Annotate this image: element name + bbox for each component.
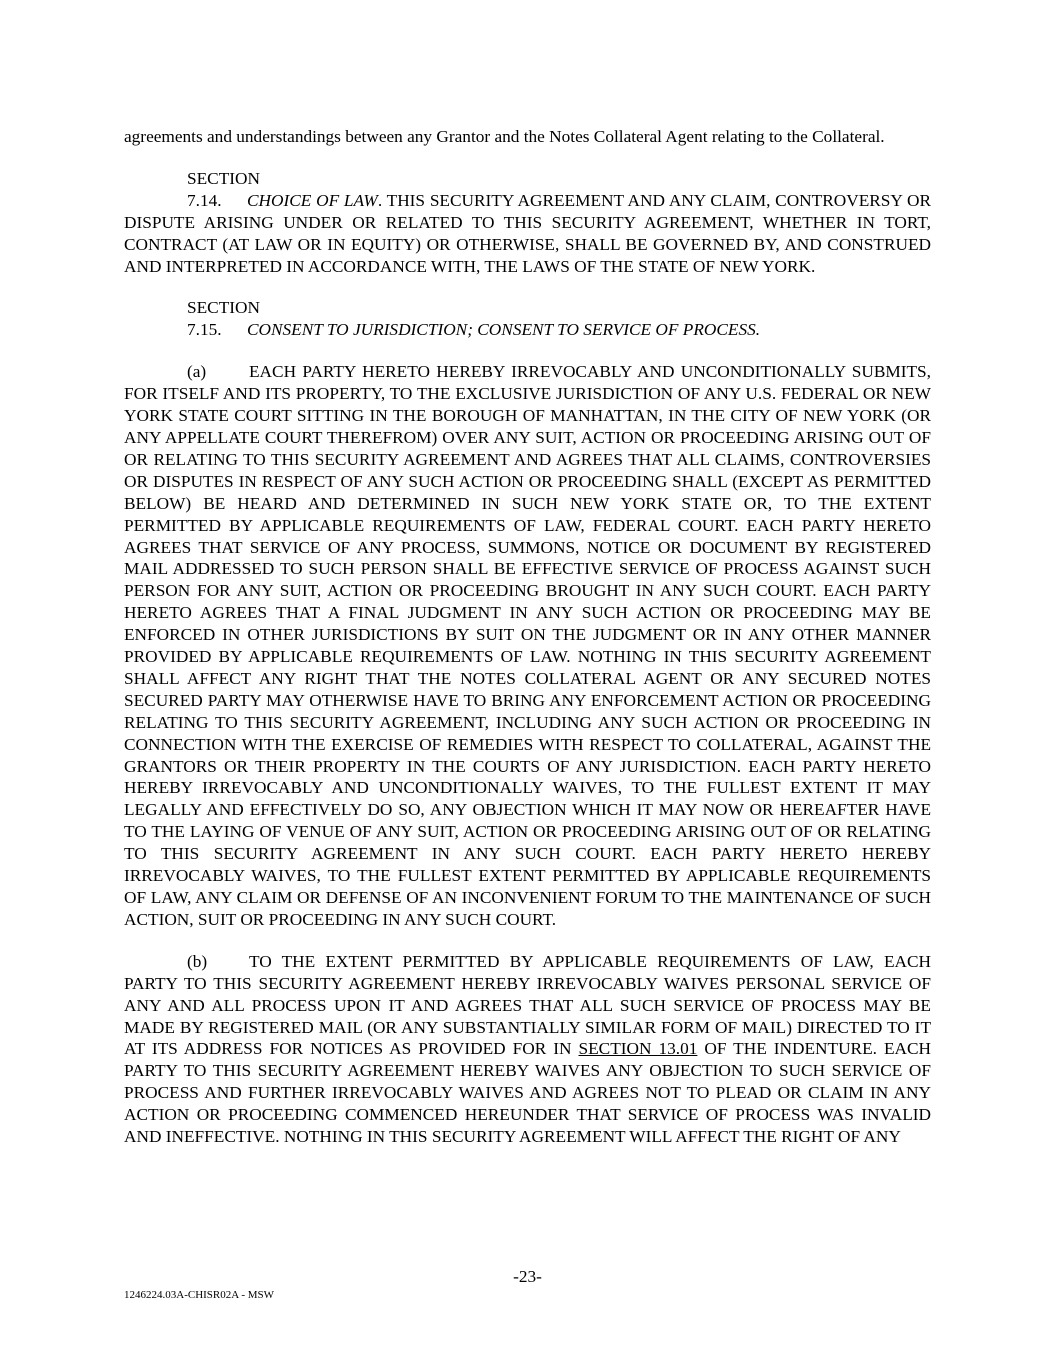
section-7-14-title: CHOICE OF LAW [247,190,378,210]
clause-b-body-end: OF THE INDENTURE. EACH PARTY TO THIS SECURITY AGREEMENT HEREBY WAIVES ANY OBJECTION TO SUCH SERVICE OF PROCESS AND FURTHER IRREVOCABLY WAIVES AND AGREES NOT TO PLEAD OR CLAIM IN ANY ACTION OR PROCEEDING COMMENCED HEREUNDER THAT SERVICE OF PROCESS WAS INVALID AND INEFFECTIVE. NOTHING IN THIS SECURITY AGREEMENT WILL AFFECT THE RIGHT OF ANY [124,1039,932,1147]
clause-a-body: EACH PARTY HERETO HEREBY IRREVOCABLY AND UNCONDITIONALLY SUBMITS, FOR ITSELF AND ITS PROPERTY, TO THE EXCLUSIVE JURISDICTION OF ANY U.S. FEDERAL OR NEW YORK STATE COURT SITTING IN THE BOROUGH OF MANHATTAN, IN THE CITY OF NEW YORK (OR ANY APPELLATE COURT THEREFROM) OVER ANY SUIT, ACTION OR PROCEEDING ARISING OUT OF OR RELATING TO THIS SECURITY AGREEMENT AND AGREES THAT ALL CLAIMS, CONTROVERSIES OR DISPUTES IN RESPECT OF ANY SUCH ACTION OR PROCEEDING SHALL (EXCEPT AS PERMITTED BELOW) BE HEARD AND DETERMINED IN SUCH NEW YORK STATE OR, TO THE EXTENT PERMITTED BY APPLICABLE REQUIREMENTS OF LAW, FEDERAL COURT. EACH PARTY HERETO AGREES THAT SERVICE OF ANY PROCESS, SUMMONS, NOTICE OR DOCUMENT BY REGISTERED MAIL ADDRESSED TO SUCH PERSON SHALL BE EFFECTIVE SERVICE OF PROCESS AGAINST SUCH PERSON FOR ANY SUIT, ACTION OR PROCEEDING BROUGHT IN ANY SUCH COURT. EACH PARTY HERETO AGREES THAT A FINAL JUDGMENT IN ANY SUCH ACTION OR PROCEEDING MAY BE ENFORCED IN OTHER JURISDICTIONS BY SUIT ON THE JUDGMENT OR IN ANY OTHER MANNER PROVIDED BY APPLICABLE REQUIREMENTS OF LAW. NOTHING IN THIS SECURITY AGREEMENT SHALL AFFECT ANY RIGHT THAT THE NOTES COLLATERAL AGENT OR ANY SECURED NOTES SECURED PARTY MAY OTHERWISE HAVE TO BRING ANY ENFORCEMENT ACTION OR PROCEEDING RELATING TO THIS SECURITY AGREEMENT, INCLUDING ANY SUCH ACTION OR PROCEEDING IN CONNECTION WITH THE EXERCISE OF REMEDIES WITH RESPECT TO COLLATERAL, AGAINST THE GRANTORS OR THEIR PROPERTY IN THE COURTS OF ANY JURISDICTION. EACH PARTY HERETO HEREBY IRREVOCABLY AND UNCONDITIONALLY WAIVES, TO THE FULLEST EXTENT IT MAY LEGALLY AND EFFECTIVELY DO SO, ANY OBJECTION WHICH IT MAY NOW OR HEREAFTER HAVE TO THE LAYING OF VENUE OF ANY SUIT, ACTION OR PROCEEDING ARISING OUT OF OR RELATING TO THIS SECURITY AGREEMENT IN ANY SUCH COURT. EACH PARTY HERETO HEREBY IRREVOCABLY WAIVES, TO THE FULLEST EXTENT PERMITTED BY APPLICABLE REQUIREMENTS OF LAW, ANY CLAIM OR DEFENSE OF AN INCONVENIENT FORUM TO THE MAINTENANCE OF SUCH ACTION, SUIT OR PROCEEDING IN ANY SUCH COURT. [124,362,931,929]
section-7-14-body: THIS SECURITY AGREEMENT AND ANY CLAIM, CONTROVERSY OR DISPUTE ARISING UNDER OR RELATED TO THIS SECURITY AGREEMENT, WHETHER IN TORT, CONTRACT (AT LAW OR IN EQUITY) OR OTHERWISE, SHALL BE GOVERNED BY, AND CONSTRUED AND INTERPRETED IN ACCORDANCE WITH, THE LAWS OF THE STATE OF NEW YORK. [124,190,932,276]
intro-paragraph [124,126,931,148]
section-7-15-title: CONSENT TO JURISDICTION; CONSENT TO SERVICE OF PROCESS. [247,320,761,340]
page-number: -23- [513,1267,542,1286]
clause-a [124,361,931,931]
clause-b [124,951,931,1148]
section-7-15-number: SECTION 7.15. [187,298,260,340]
document-id-footer: 1246224.03A-CHISR02A - MSW [124,1289,275,1301]
section-7-15-heading [124,297,931,341]
clause-b-label: (b) [187,951,208,971]
section-7-14 [124,168,931,278]
section-7-14-number: SECTION 7.14. [187,168,260,210]
clause-b-body-start: TO THE EXTENT PERMITTED BY APPLICABLE REQUIREMENTS OF LAW, EACH PARTY TO THIS SECURITY AGREEMENT HEREBY IRREVOCABLY WAIVES PERSONAL SERVICE OF ANY AND ALL PROCESS UPON IT AND AGREES THAT ALL SUCH SERVICE OF PROCESS MAY BE MADE BY REGISTERED MAIL (OR ANY SUBSTANTIALLY SIMILAR FORM OF MAIL) DIRECTED TO IT AT ITS ADDRESS FOR NOTICES AS PROVIDED FOR IN [124,951,931,1059]
clause-a-label: (a) [187,362,207,382]
section-7-14-title-period: . [377,190,387,210]
document-page [124,126,931,1148]
section-13-01-reference: SECTION 13.01 [578,1039,698,1059]
intro-text: agreements and understandings between any Grantor and the Notes Collateral Agent relating to the Collateral. [124,127,885,146]
